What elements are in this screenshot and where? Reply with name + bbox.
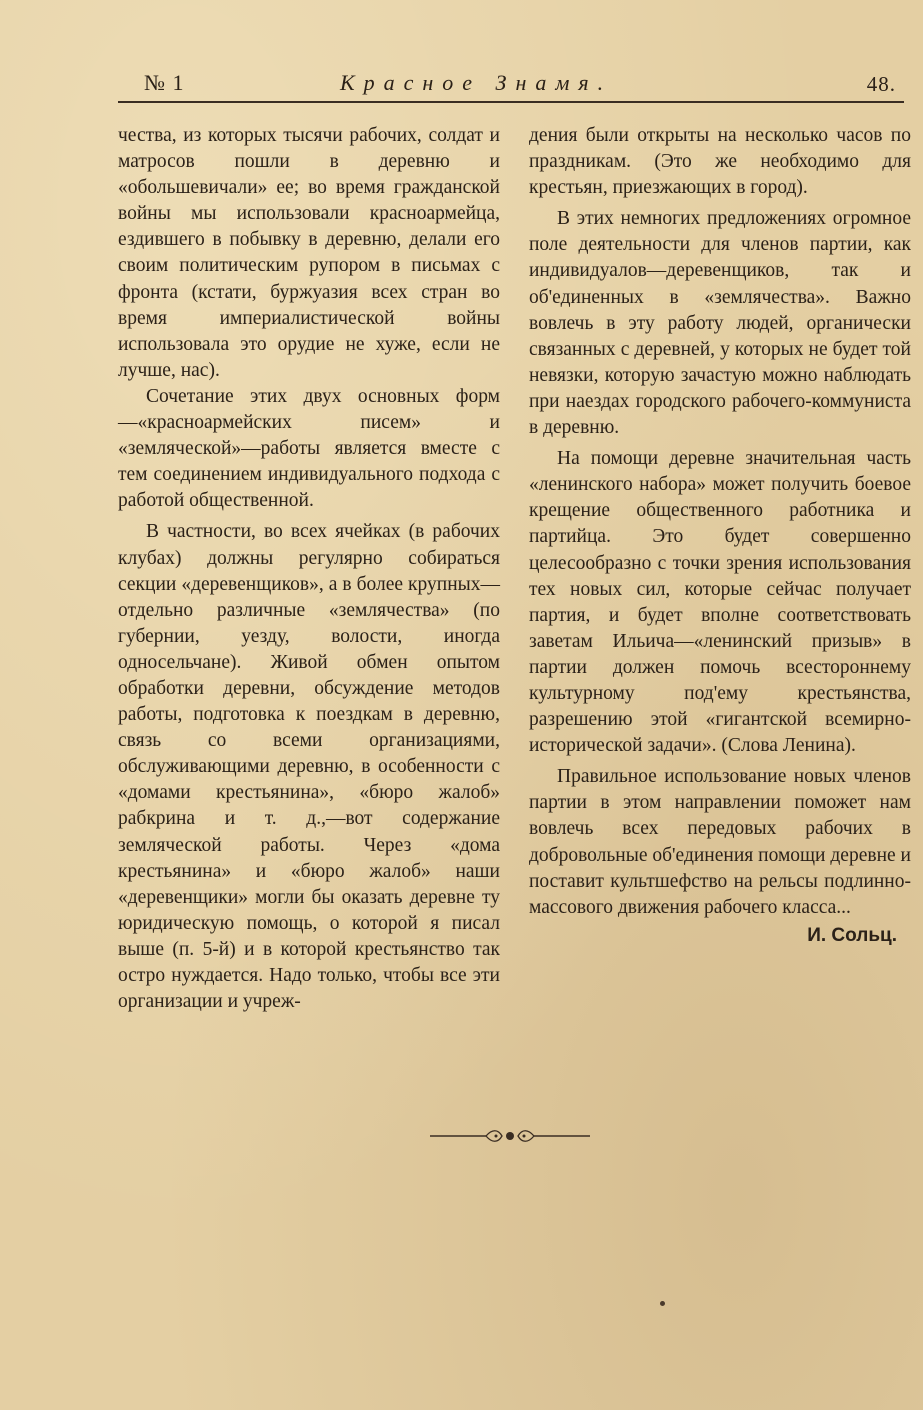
decorative-divider-icon — [430, 1125, 590, 1147]
paragraph: На помощи деревне значительная часть «ленинского набора» может получить боевое крещение общественного работника и партийца. Это будет совершенно целесообразно с точки зрения использования тех новых сил, которые сейчас получает партия, и будет вполне соответствовать заветам Ильича—«ленинский призыв» в партии должен помочь всестороннему культурному под'ему крестьянства, разрешению этой «гигантской всемирно-исторической задачи». (Слова Ленина). — [529, 448, 911, 757]
issue-number: № 1 — [144, 70, 185, 95]
page-number: 48. — [866, 72, 896, 96]
paragraph: Правильное использование новых членов партии в этом направлении поможет нам вовлечь всех передовых рабочих в добровольные об'единения помощи деревне и поставит культшефство на рельсы подлинно-массового движения рабочего класса... — [529, 766, 911, 918]
journal-title: Красное Знамя. — [340, 70, 613, 95]
right-column — [529, 123, 911, 949]
paragraph: В этих немногих предложениях огромное поле деятельности для членов партии, как индивидуалов—деревенщиков, так и об'единенных в «землячества». Важно вовлечь в эту работу людей, органически связанных с деревней, у которых не будет той невязки, которую зачастую можно наблюдать при наездах городского рабочего-коммуниста в деревню. — [529, 208, 911, 439]
running-header — [118, 66, 904, 106]
paragraph: В частности, во всех ячейках (в рабочих клубах) должны регулярно собираться секции «деревенщиков», а в более крупных—отдельно различные «землячества» (по губернии, уезду, волости, иногда односельчане). Живой обмен опытом обработки деревни, обсуждение методов работы, подготовка к поездкам в деревню, связь со всеми организациями, обслуживающими деревню, в особенности с «домами крестьянина», «бюро жалоб» рабкрина и т. д.,—вот содержание земляческой работы. Через «дома крестьянина» и «бюро жалоб» наши «деревенщики» могли бы оказать деревне ту юридическую помощь, о которой я писал выше (п. 5-й) и в которой крестьянство так остро нуждается. Надо только, чтобы все эти организации и учреж- — [118, 521, 500, 1013]
left-column — [118, 123, 500, 1015]
header-rule — [118, 101, 904, 103]
paragraph: Сочетание этих двух основных форм—«красноармейских писем» и «земляческой»—работы является вместе с тем соединением индивидуального подхода с работой общественной. — [118, 385, 500, 512]
author-signature: И. Сольц. — [807, 924, 897, 946]
paragraph: чества, из которых тысячи рабочих, солдат и матросов пошли в деревню и «обольшевичали» ее; во время гражданской войны мы использовали красноармейца, ездившего в побывку в деревню, делали его своим политическим рупором в письмах с фронта (кстати, буржуазия всех стран во время империалистической войны использовала это орудие не хуже, если не лучше, нас). — [118, 125, 500, 381]
paragraph: дения были открыты на несколько часов по праздникам. (Это же необходимо для крестьян, приезжающих в город). — [529, 125, 911, 199]
ink-speck — [660, 1301, 665, 1306]
